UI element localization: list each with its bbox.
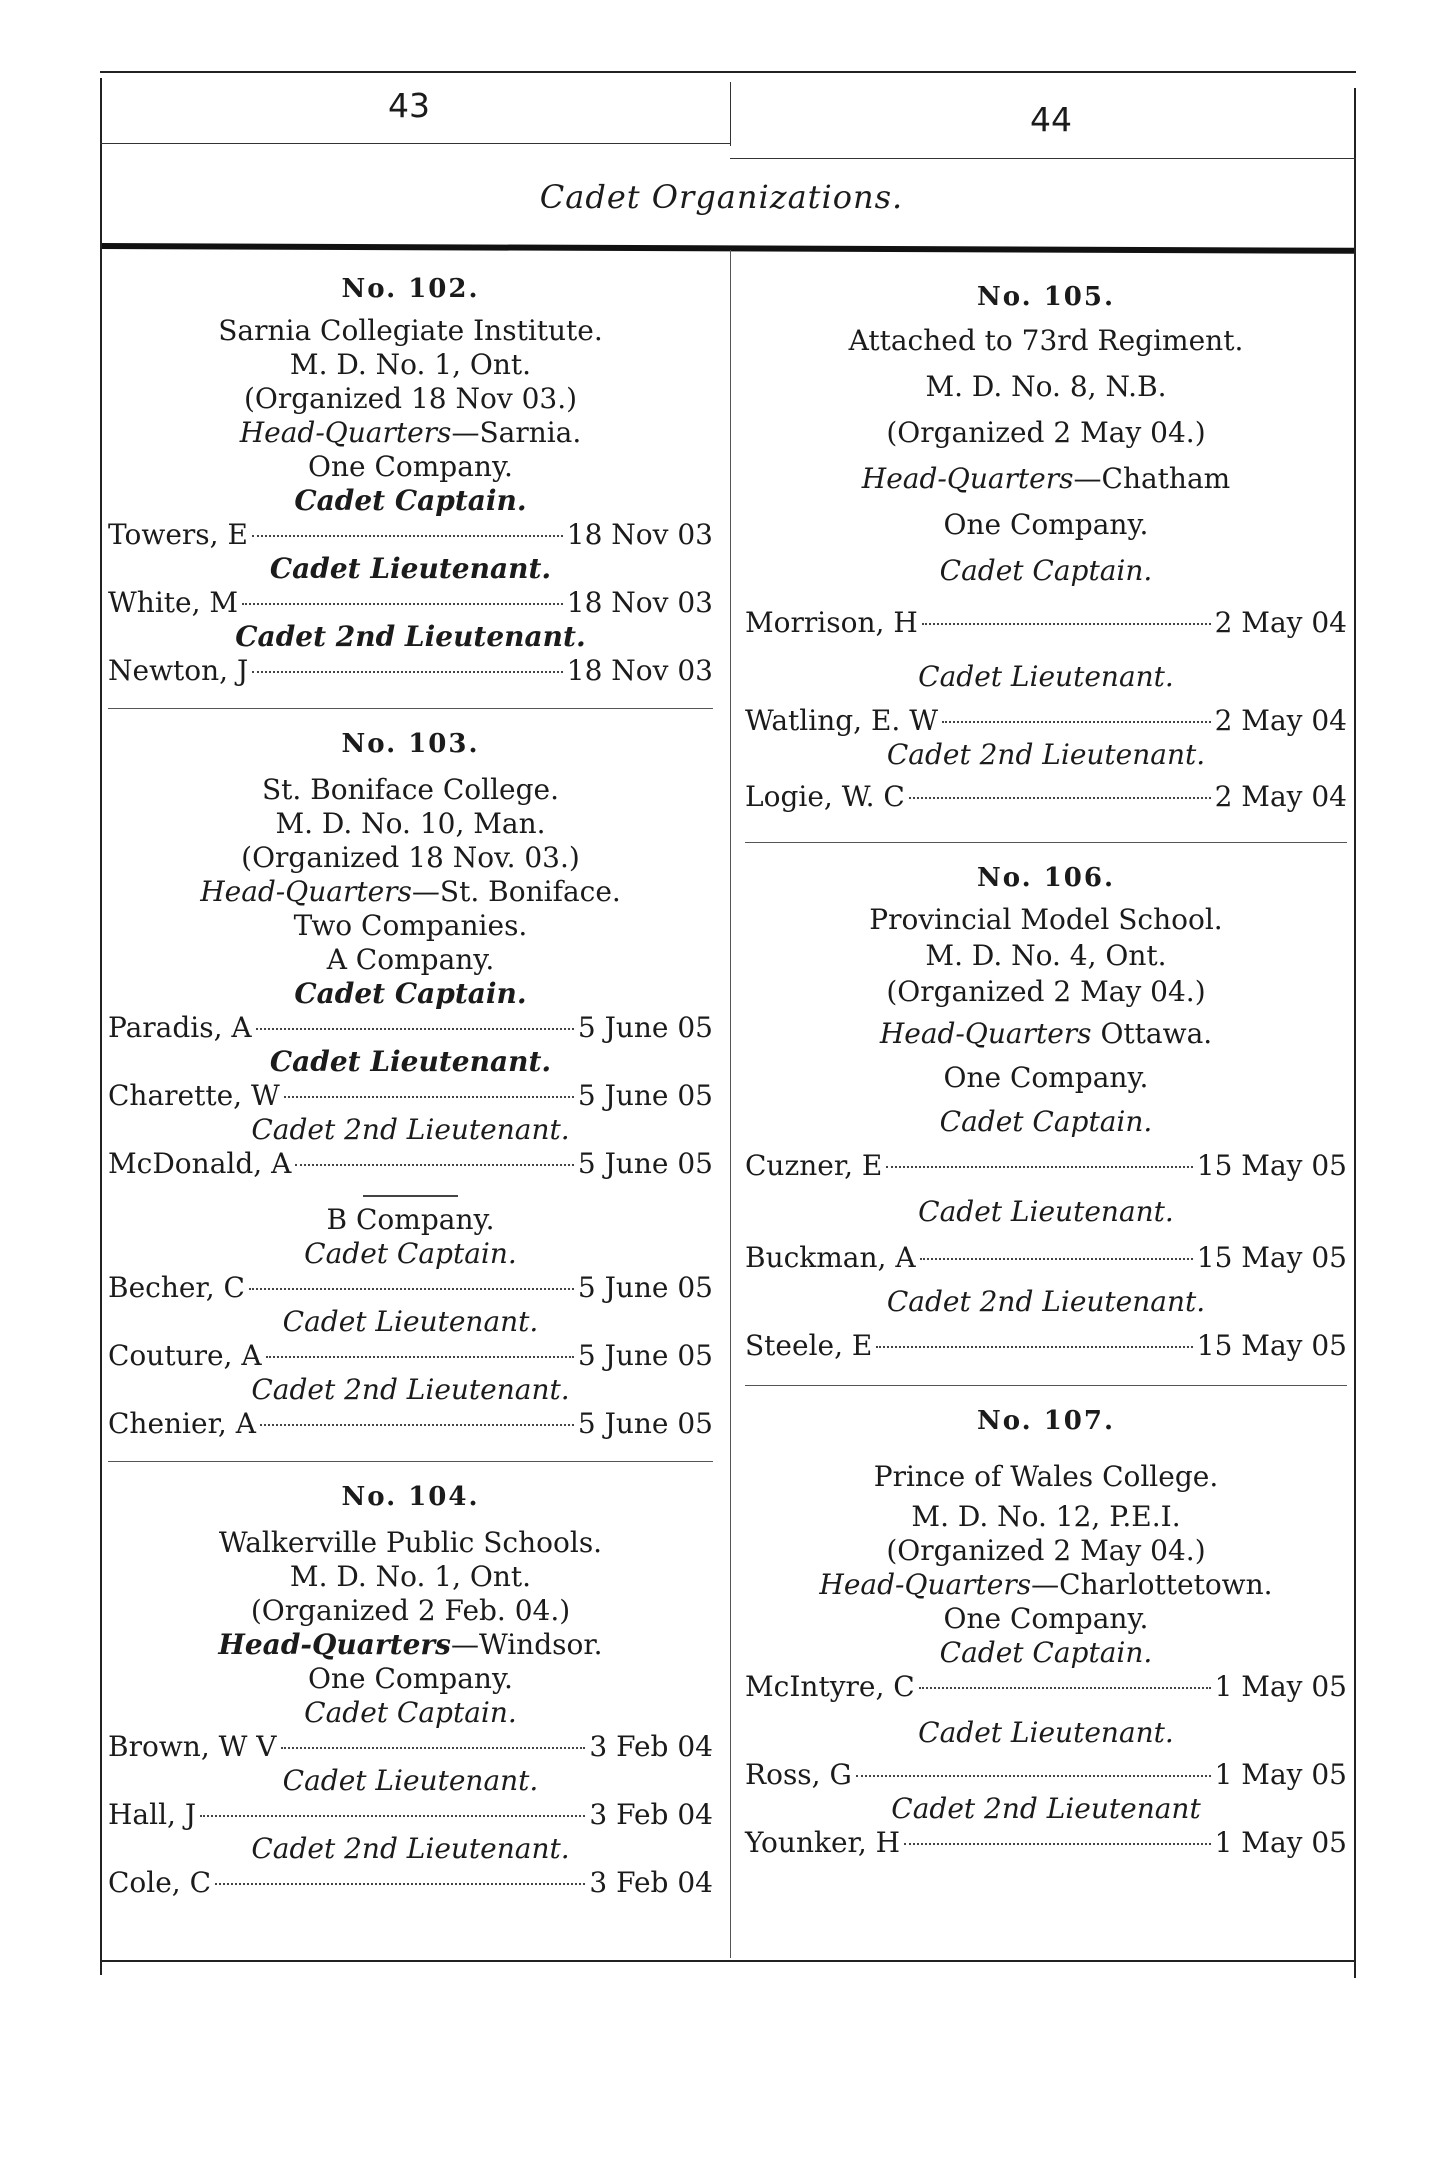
section-separator	[745, 1385, 1347, 1386]
organization-105	[745, 280, 1347, 814]
org-companies: Two Companies.	[293, 909, 528, 942]
org-name: Prince of Wales College.	[873, 1460, 1219, 1493]
left-border	[100, 78, 102, 1975]
rank-heading: Cadet Captain.	[939, 1105, 1153, 1138]
dot-leader	[919, 1687, 1211, 1689]
commission-date: 15 May 05	[1196, 1241, 1347, 1274]
officer-name: Charette, W	[108, 1079, 280, 1112]
organization-104	[108, 1480, 713, 1900]
officer-entry	[108, 1079, 713, 1113]
officer-name: Brown, W V	[108, 1730, 277, 1763]
officer-entry	[745, 1758, 1347, 1792]
left-column	[108, 272, 713, 1900]
officer-name: Newton, J	[108, 654, 249, 687]
company-a-heading: A Company.	[326, 943, 495, 976]
section-separator	[108, 708, 713, 709]
rank-heading: Cadet Lieutenant.	[269, 1045, 552, 1078]
organization-107	[745, 1404, 1347, 1860]
title-rule	[102, 243, 1354, 254]
commission-date: 2 May 04	[1214, 780, 1347, 813]
top-rule	[100, 71, 1356, 73]
org-district: M. D. No. 8, N.B.	[925, 370, 1167, 403]
commission-date: 5 June 05	[577, 1339, 713, 1372]
officer-name: Morrison, H	[745, 606, 918, 639]
org-organized: (Organized 2 Feb. 04.)	[250, 1594, 571, 1627]
org-name: Sarnia Collegiate Institute.	[218, 314, 603, 347]
officer-entry	[108, 518, 713, 552]
rank-heading: Cadet Captain.	[304, 1237, 517, 1270]
organization-106	[745, 861, 1347, 1363]
officer-entry	[745, 1241, 1347, 1275]
rank-heading: Cadet Lieutenant.	[918, 1716, 1174, 1749]
officer-entry	[745, 1149, 1347, 1183]
officer-name: Becher, C	[108, 1271, 245, 1304]
org-district: M. D. No. 4, Ont.	[925, 939, 1167, 972]
commission-date: 5 June 05	[577, 1147, 713, 1180]
dot-leader	[886, 1166, 1192, 1168]
org-companies: One Company.	[943, 1061, 1149, 1094]
commission-date: 5 June 05	[577, 1011, 713, 1044]
org-district: M. D. No. 12, P.E.I.	[911, 1500, 1181, 1533]
org-name: Attached to 73rd Regiment.	[848, 324, 1244, 357]
rank-heading: Cadet Captain.	[294, 484, 527, 517]
officer-name: Hall, J	[108, 1798, 197, 1831]
officer-name: Watling, E. W	[745, 704, 938, 737]
commission-date: 15 May 05	[1196, 1149, 1347, 1182]
dot-leader	[284, 1096, 574, 1098]
officer-entry	[745, 780, 1347, 814]
rank-heading: Cadet Captain.	[294, 977, 527, 1010]
commission-date: 5 June 05	[577, 1079, 713, 1112]
right-column	[745, 280, 1347, 1860]
rank-heading: Cadet 2nd Lieutenant.	[251, 1113, 570, 1146]
commission-date: 18 Nov 03	[566, 586, 713, 619]
org-name: St. Boniface College.	[261, 773, 560, 806]
commission-date: 15 May 05	[1196, 1329, 1347, 1362]
dot-leader	[909, 797, 1211, 799]
dot-leader	[876, 1346, 1192, 1348]
page-number-right: 44	[1030, 100, 1072, 139]
officer-entry	[745, 704, 1347, 738]
rank-heading: Cadet Captain.	[939, 1636, 1153, 1669]
org-organized: (Organized 18 Nov 03.)	[243, 382, 578, 415]
officer-entry	[745, 1826, 1347, 1860]
org-companies: One Company.	[308, 1662, 513, 1695]
officer-entry	[108, 1407, 713, 1441]
officer-entry	[108, 1271, 713, 1305]
org-organized: (Organized 2 May 04.)	[886, 975, 1206, 1008]
rank-heading: Cadet Captain.	[939, 554, 1153, 587]
rank-heading: Cadet 2nd Lieutenant.	[251, 1373, 570, 1406]
rank-heading: Cadet 2nd Lieutenant	[891, 1792, 1201, 1825]
section-separator	[745, 842, 1347, 843]
dot-leader	[252, 535, 563, 537]
header-divider	[730, 82, 731, 146]
org-district: M. D. No. 10, Man.	[275, 807, 546, 840]
dot-leader	[281, 1747, 586, 1749]
column-divider	[730, 250, 731, 1958]
dot-leader	[295, 1164, 574, 1166]
commission-date: 2 May 04	[1214, 704, 1347, 737]
commission-date: 2 May 04	[1214, 606, 1347, 639]
officer-entry	[108, 1866, 713, 1900]
org-number: No. 103.	[341, 729, 480, 759]
rank-heading: Cadet Lieutenant.	[282, 1764, 539, 1797]
org-headquarters: Head-Quarters Ottawa.	[879, 1017, 1213, 1050]
rank-heading: Cadet Captain.	[304, 1696, 517, 1729]
officer-name: McIntyre, C	[745, 1670, 915, 1703]
org-number: No. 106.	[976, 863, 1116, 893]
rank-heading: Cadet 2nd Lieutenant.	[886, 1285, 1206, 1318]
commission-date: 18 Nov 03	[566, 518, 713, 551]
commission-date: 3 Feb 04	[589, 1730, 713, 1763]
dot-leader	[856, 1775, 1211, 1777]
bottom-rule	[100, 1960, 1356, 1962]
commission-date: 3 Feb 04	[589, 1798, 713, 1831]
org-number: No. 107.	[976, 1406, 1116, 1436]
dot-leader	[920, 1258, 1193, 1260]
organization-103	[108, 727, 713, 1441]
company-b-heading: B Company.	[326, 1203, 495, 1236]
org-headquarters: Head-Quarters—Windsor.	[218, 1628, 603, 1661]
org-companies: One Company.	[943, 508, 1149, 541]
org-number: No. 102.	[341, 274, 480, 304]
commission-date: 18 Nov 03	[566, 654, 713, 687]
company-separator	[363, 1195, 458, 1197]
rank-heading: Cadet Lieutenant.	[282, 1305, 539, 1338]
officer-name: Chenier, A	[108, 1407, 256, 1440]
org-headquarters: Head-Quarters—Charlottetown.	[819, 1568, 1273, 1601]
org-companies: One Company.	[943, 1602, 1149, 1635]
dot-leader	[922, 623, 1211, 625]
officer-entry	[108, 586, 713, 620]
commission-date: 1 May 05	[1214, 1670, 1347, 1703]
org-district: M. D. No. 1, Ont.	[289, 348, 532, 381]
commission-date: 5 June 05	[577, 1407, 713, 1440]
dot-leader	[249, 1288, 574, 1290]
officer-name: Couture, A	[108, 1339, 262, 1372]
header-rule-left	[100, 143, 730, 144]
dot-leader	[260, 1424, 574, 1426]
officer-entry	[108, 1147, 713, 1181]
officer-name: White, M	[108, 586, 239, 619]
commission-date: 1 May 05	[1214, 1826, 1347, 1859]
page-title: Cadet Organizations.	[539, 178, 904, 216]
officer-entry	[108, 1011, 713, 1045]
rank-heading: Cadet 2nd Lieutenant.	[235, 620, 586, 653]
officer-name: Towers, E	[108, 518, 248, 551]
dot-leader	[252, 671, 563, 673]
dot-leader	[200, 1815, 585, 1817]
officer-entry	[108, 1339, 713, 1373]
dot-leader	[942, 721, 1211, 723]
org-organized: (Organized 18 Nov. 03.)	[241, 841, 580, 874]
officer-entry	[108, 1730, 713, 1764]
page-number-left: 43	[388, 86, 430, 125]
header-rule-right	[730, 158, 1356, 159]
dot-leader	[215, 1883, 585, 1885]
officer-entry	[108, 654, 713, 688]
officer-entry	[745, 606, 1347, 640]
rank-heading: Cadet 2nd Lieutenant.	[886, 738, 1206, 771]
officer-name: Cuzner, E	[745, 1149, 883, 1182]
officer-name: Steele, E	[745, 1329, 873, 1362]
org-organized: (Organized 2 May 04.)	[886, 1534, 1206, 1567]
rank-heading: Cadet 2nd Lieutenant.	[251, 1832, 570, 1865]
rank-heading: Cadet Lieutenant.	[918, 1195, 1174, 1228]
commission-date: 3 Feb 04	[589, 1866, 713, 1899]
org-name: Walkerville Public Schools.	[218, 1526, 603, 1559]
org-number: No. 104.	[341, 1482, 480, 1512]
officer-name: Paradis, A	[108, 1011, 252, 1044]
org-headquarters: Head-Quarters—Sarnia.	[239, 416, 582, 449]
officer-name: Ross, G	[745, 1758, 852, 1791]
officer-entry	[108, 1798, 713, 1832]
org-headquarters: Head-Quarters—St. Boniface.	[200, 875, 621, 908]
org-district: M. D. No. 1, Ont.	[289, 1560, 532, 1593]
officer-name: Cole, C	[108, 1866, 212, 1899]
officer-name: Younker, H	[745, 1826, 901, 1859]
right-border	[1354, 88, 1356, 1978]
dot-leader	[904, 1843, 1211, 1845]
officer-name: McDonald, A	[108, 1147, 292, 1180]
org-number: No. 105.	[976, 282, 1116, 312]
org-name: Provincial Model School.	[869, 903, 1223, 936]
rank-heading: Cadet Lieutenant.	[918, 660, 1174, 693]
officer-entry	[745, 1329, 1347, 1363]
dot-leader	[266, 1356, 574, 1358]
section-separator	[108, 1461, 713, 1462]
organization-102	[108, 272, 713, 688]
dot-leader	[256, 1028, 574, 1030]
org-headquarters: Head-Quarters—Chatham	[861, 462, 1231, 495]
officer-name: Buckman, A	[745, 1241, 916, 1274]
officer-name: Logie, W. C	[745, 780, 905, 813]
commission-date: 1 May 05	[1214, 1758, 1347, 1791]
commission-date: 5 June 05	[577, 1271, 713, 1304]
org-organized: (Organized 2 May 04.)	[886, 416, 1206, 449]
rank-heading: Cadet Lieutenant.	[269, 552, 552, 585]
dot-leader	[242, 603, 563, 605]
org-companies: One Company.	[308, 450, 513, 483]
officer-entry	[745, 1670, 1347, 1704]
